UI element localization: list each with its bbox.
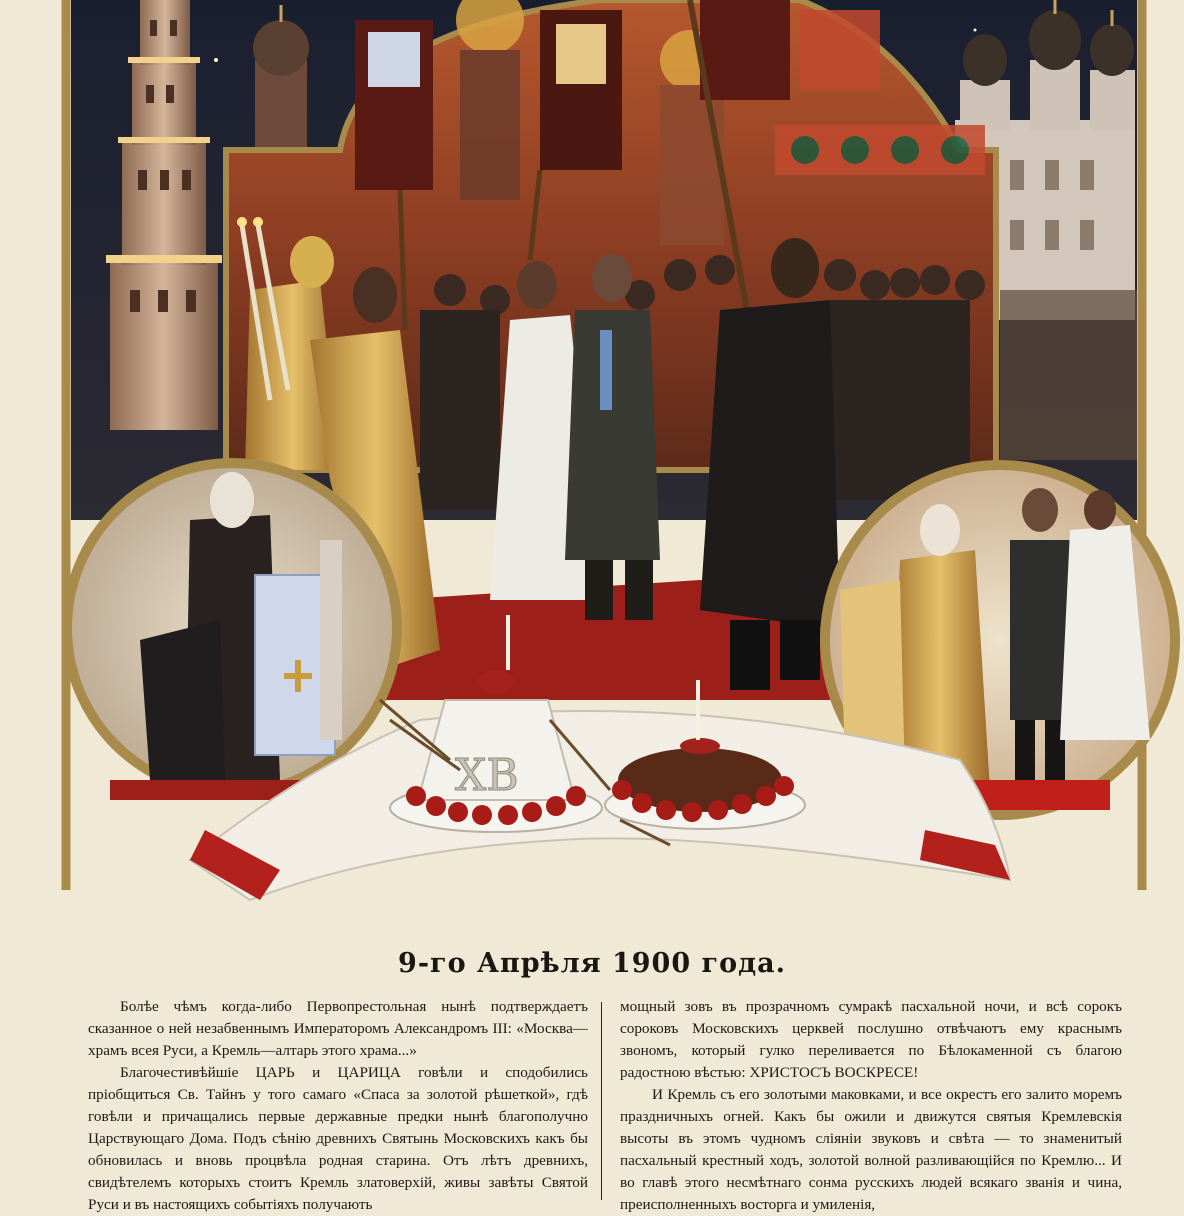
left-domes bbox=[253, 5, 309, 160]
article-title: 9-го Апрѣля 1900 года. bbox=[398, 948, 786, 979]
star bbox=[974, 29, 977, 32]
column-divider bbox=[601, 1002, 602, 1200]
right-column bbox=[620, 996, 1122, 1216]
left-column bbox=[88, 996, 588, 1216]
paragraph: мощный зовъ въ прозрачномъ сумракѣ пасхальной ночи, и всѣ сорокъ сороковъ Московскихъ церквей послушно отвѣчаютъ ему краснымъ звономъ, который гулко переливается по Бѣлокаменной съ благою радостною вѣстью: ХРИСТОСЪ ВОСКРЕСЕ! bbox=[620, 998, 1122, 1081]
paragraph: Благочестивѣйшіе ЦАРЬ и ЦАРИЦА говѣли и сподобились пріобщиться Св. Тайнъ у того самаго «Спаса за золотой рѣшеткой», гдѣ говѣли и причащались первые державные предки нынѣ благополучно Царствующаго Дома. Подъ сѣнію древнихъ Святынь Московскихъ какъ бы обновилась и вновь процвѣла родная старина. Отъ лѣтъ древнихъ, свидѣтелемъ которыхъ стоитъ Кремль златоверхій, живы завѣты Святой Руси и въ настоящихъ событіяхъ получають bbox=[88, 1064, 588, 1213]
paskha-letters: ХВ bbox=[455, 750, 519, 801]
star bbox=[214, 58, 218, 62]
paragraph: Болѣе чѣмъ когда-либо Первопрестольная нынѣ подтверждаетъ сказанное о ней незабвеннымъ Императоромъ Александромъ III: «Москва—храмъ всея Руси, а Кремль—алтарь этого храма...» bbox=[88, 998, 588, 1059]
paragraph: И Кремль съ его золотыми маковками, и все окрестъ его залито моремъ праздничныхъ огней. Какъ бы ожили и движутся святыя Кремлевскія высоты въ этомъ чудномъ слiянiи звуковъ и свѣта — то знаменитый пасхальный крестный ходъ, золотой волной разливающійся по Кремлю... И во главѣ этого несмѣтнаго сонма русскихъ людей всякаго званія и чина, преисполненныхъ восторга и умиленія, bbox=[620, 1086, 1122, 1213]
